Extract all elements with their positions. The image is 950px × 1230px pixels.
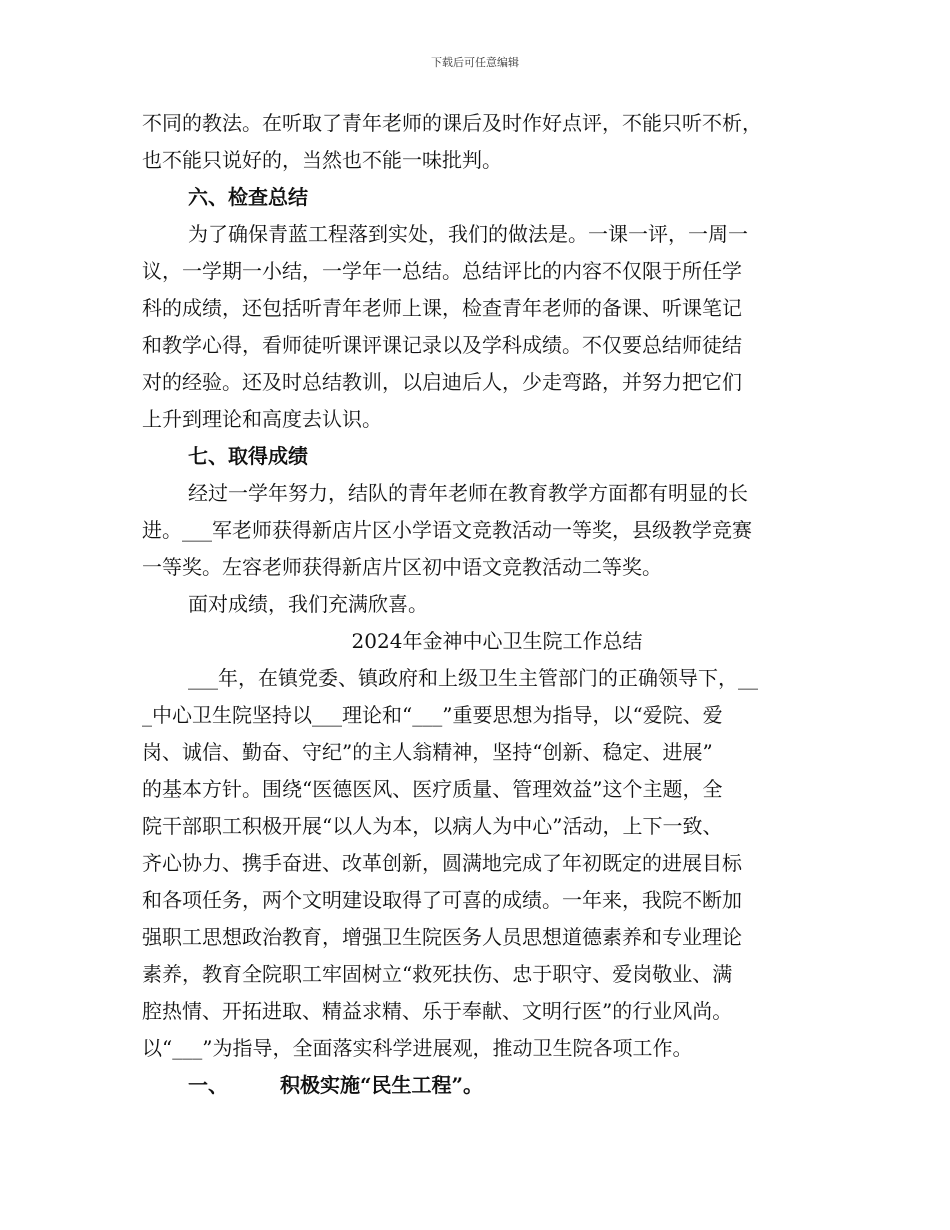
heading-text: 积极实施“民生工程”。 — [280, 1073, 484, 1097]
paragraph-line: 科的成绩，还包括听青年老师上课，检查青年老师的备课、听课笔记 — [142, 296, 742, 320]
heading-number: 一、 — [188, 1073, 228, 1097]
document-title: 2024年金神中心卫生院工作总结 — [351, 629, 643, 653]
paragraph-line: 对的经验。还及时总结教训，以启迪后人，少走弯路，并努力把它们 — [142, 370, 742, 394]
paragraph-line: 进。___军老师获得新店片区小学语文竞教活动一等奖，县级教学竞赛 — [142, 518, 752, 542]
paragraph-line: 议，一学期一小结，一学年一总结。总结评比的内容不仅限于所任学 — [142, 259, 742, 283]
paragraph-line: ___年，在镇党委、镇政府和上级卫生主管部门的正确领导下，__ — [188, 666, 758, 690]
section-heading-1 — [142, 1067, 822, 1104]
paragraph-line: 齐心协力、携手奋进、改革创新，圆满地完成了年初既定的进展目标 — [142, 851, 742, 875]
paragraph-line: 上升到理论和高度去认识。 — [142, 407, 382, 431]
document-body — [142, 105, 822, 1104]
paragraph-line: 以“___”为指导，全面落实科学进展观，推动卫生院各项工作。 — [142, 1036, 693, 1060]
paragraph-line: 一等奖。左容老师获得新店片区初中语文竞教活动二等奖。 — [142, 555, 662, 579]
paragraph-line: 和各项任务，两个文明建设取得了可喜的成绩。一年来，我院不断加 — [142, 888, 742, 912]
paragraph-line: 经过一学年努力，结队的青年老师在教育教学方面都有明显的长 — [188, 481, 748, 505]
paragraph-line: 面对成绩，我们充满欣喜。 — [188, 592, 428, 616]
paragraph-line: 为了确保青蓝工程落到实处，我们的做法是。一课一评，一周一 — [188, 222, 748, 246]
paragraph-line: 的基本方针。围绕“医德医风、医疗质量、管理效益”这个主题，全 — [142, 777, 723, 801]
paragraph-line: 院干部职工积极开展“以人为本，以病人为中心”活动，上下一致、 — [142, 814, 723, 838]
paragraph-line: 强职工思想政治教育，增强卫生院医务人员思想道德素养和专业理论 — [142, 925, 742, 949]
paragraph-line: 不同的教法。在听取了青年老师的课后及时作好点评，不能只听不析， — [142, 111, 762, 135]
paragraph-line: _中心卫生院坚持以___理论和“___”重要思想为指导，以“爱院、爱 — [142, 703, 723, 727]
section-heading-7: 七、取得成绩 — [188, 444, 308, 468]
section-heading-6: 六、检查总结 — [188, 185, 308, 209]
paragraph-line: 腔热情、开拓进取、精益求精、乐于奉献、文明行医”的行业风尚。 — [142, 999, 733, 1023]
paragraph-line: 也不能只说好的，当然也不能一味批判。 — [142, 148, 502, 172]
paragraph-line: 岗、诚信、勤奋、守纪”的主人翁精神，坚持“创新、稳定、进展” — [142, 740, 713, 764]
page-header-note: 下载后可任意编辑 — [431, 56, 519, 69]
paragraph-line: 和教学心得，看师徒听课评课记录以及学科成绩。不仅要总结师徒结 — [142, 333, 742, 357]
paragraph-line: 素养，教育全院职工牢固树立“救死扶伤、忠于职守、爱岗敬业、满 — [142, 962, 733, 986]
